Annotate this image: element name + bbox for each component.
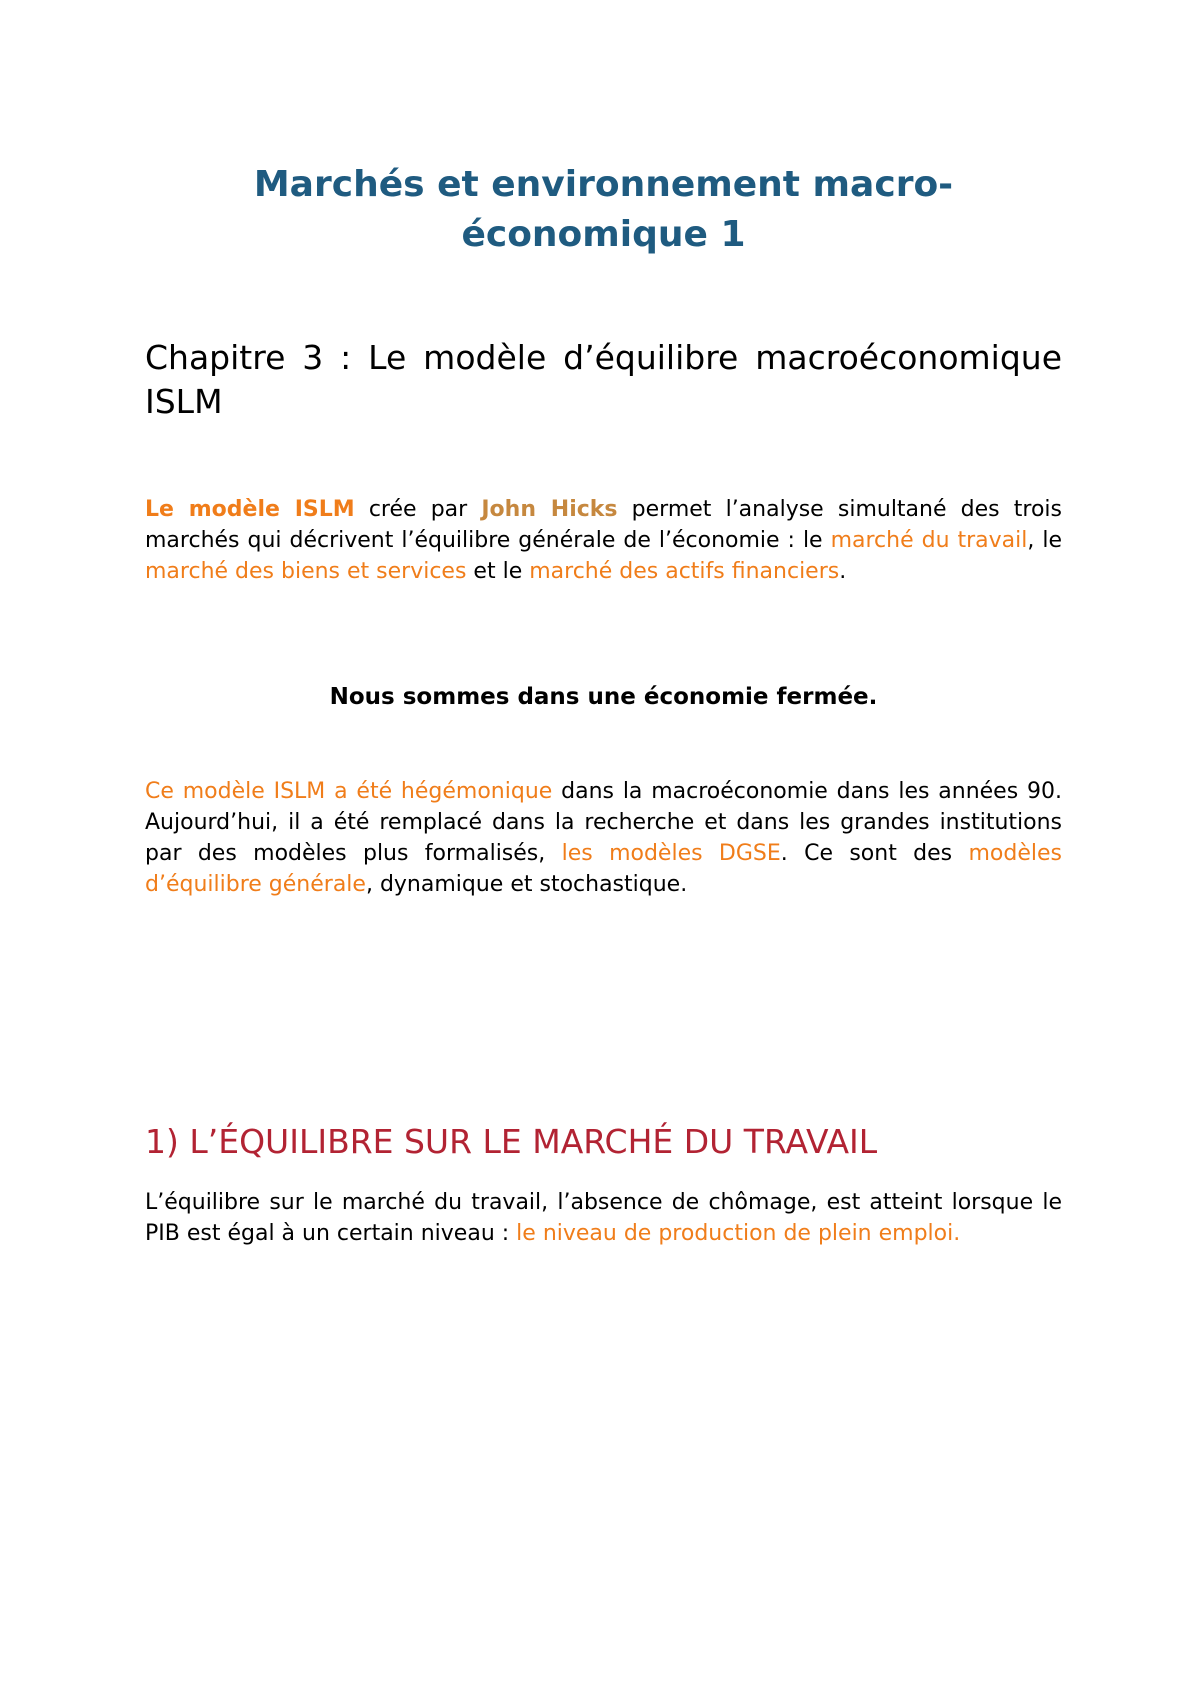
text-span: et le — [466, 559, 530, 584]
chapter-heading: Chapitre 3 : Le modèle d’équilibre macroéconomique ISLM — [145, 338, 1062, 421]
text-span: L’équilibre sur le marché du travail, l’absence de chômage, est atteint lorsque le PIB est égal à un certain niveau : — [145, 1190, 1062, 1246]
paragraph-islm-history — [145, 776, 1062, 900]
highlight-modeles-equilibre: modèles d’équilibre générale — [145, 841, 1062, 897]
text-span: . Ce sont des — [780, 841, 969, 866]
highlight-modeles-dgse: les modèles DGSE — [561, 841, 781, 866]
highlight-plein-emploi: le niveau de production de plein emploi. — [516, 1221, 961, 1246]
highlight-marche-actifs: marché des actifs financiers — [529, 559, 840, 584]
highlight-islm-hegemonique: Ce modèle ISLM a été hégémonique — [145, 779, 553, 804]
emphasis-statement: Nous sommes dans une économie fermée. — [329, 684, 878, 710]
text-span: . — [839, 559, 847, 584]
highlight-john-hicks: John Hicks — [481, 497, 618, 522]
section-heading-1: 1) L’ÉQUILIBRE SUR LE MARCHÉ DU TRAVAIL — [145, 1122, 878, 1161]
text-span: , dynamique et stochastique. — [365, 872, 688, 897]
highlight-marche-biens-services: marché des biens et services — [145, 559, 467, 584]
title-line-1: Marchés et environnement macro- — [253, 164, 954, 205]
text-span: , le — [1027, 528, 1062, 553]
text-span: dans la macroéconomie dans les années 90. Aujourd’hui, il a été remplacé dans la recherche et dans les grandes institutions par des modèles plus formalisés, — [145, 779, 1062, 866]
highlight-marche-travail: marché du travail — [830, 528, 1028, 553]
paragraph-islm-intro — [145, 494, 1062, 587]
paragraph-marche-travail — [145, 1187, 1062, 1249]
highlight-modele-islm: Le modèle ISLM — [145, 497, 355, 522]
text-span: crée par — [354, 497, 482, 522]
title-line-2: économique 1 — [461, 214, 746, 255]
document-title — [145, 160, 1062, 260]
text-span: permet l’analyse simultané des trois marchés qui décrivent l’équilibre générale de l’économie : le — [145, 497, 1062, 553]
